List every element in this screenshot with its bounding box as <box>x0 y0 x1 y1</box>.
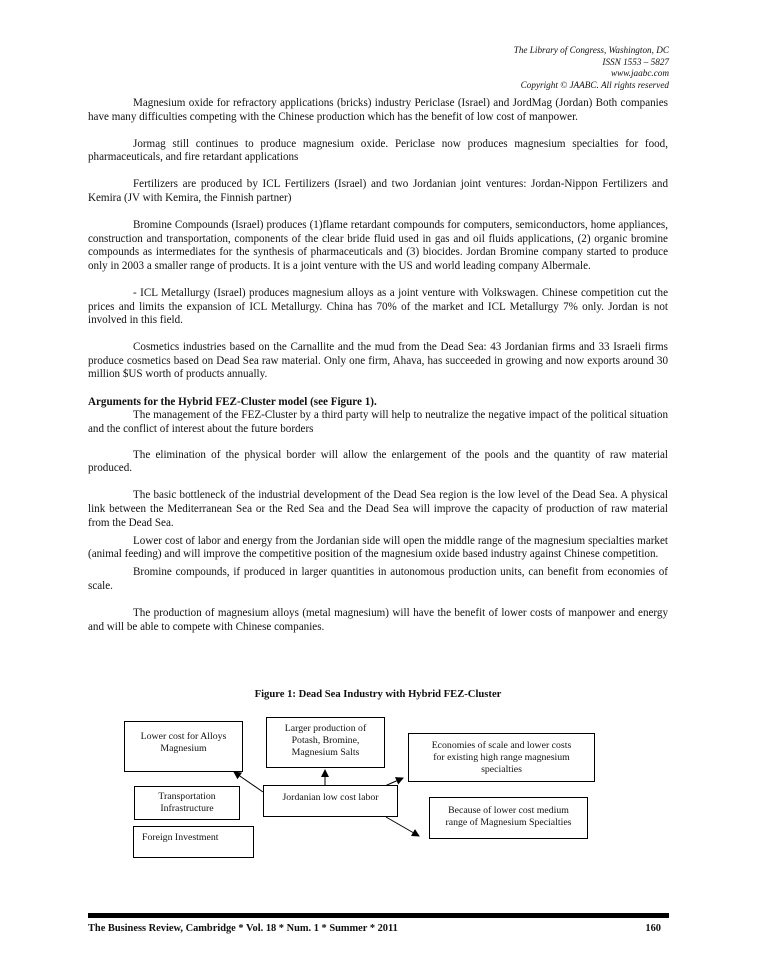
box-transportation-infrastructure <box>134 786 240 820</box>
paragraph-icl-metallurgy: - ICL Metallurgy (Israel) produces magnesium alloys as a joint venture with Volkswagen. Chinese competition cut the prices and limits the expansion of ICL Metallurgy. China has 70% of the market and ICL Metallurgy 7% only. Jordan is not involved in this field. <box>88 286 668 327</box>
box-alloys-line-1: Lower cost for Alloys <box>140 731 227 742</box>
paragraph-jormag: Jormag still continues to produce magnesium oxide. Periclase now produces magnesium specialties for food, pharmaceuticals, and fire retardant applications <box>88 137 668 164</box>
footer-rule <box>88 913 669 918</box>
box-foreign-investment <box>133 826 254 858</box>
box-economies-of-scale <box>408 733 595 782</box>
box-larger-production <box>266 717 385 768</box>
header-copyright-line: Copyright © JAABC. All rights reserved <box>520 79 669 90</box>
paragraph-bottleneck: The basic bottleneck of the industrial development of the Dead Sea region is the low level of the Dead Sea. A physical link between the Mediterranean Sea or the Red Sea and the Dead Sea will improve the capacity of production of raw material from the Dead Sea. <box>88 489 668 529</box>
box-transport-line-1: Transportation <box>158 791 216 802</box>
paragraph-magnesium-oxide: Magnesium oxide for refractory applications (bricks) industry Periclase (Israel) and JordMag (Jordan) Both companies have many difficulties competing with the Chinese production which has the benefit of low cost of manpower. <box>88 97 668 123</box>
box-jordanian-labor <box>263 785 398 817</box>
paragraph-cosmetics: Cosmetics industries based on the Carnallite and the mud from the Dead Sea: 43 Jordanian firms and 33 Israeli firms produce cosmetics based on Dead Sea raw material. Only one firm, Ahava, has succeeded in growing and now exports around 30 million $US worth of products annually. <box>88 341 668 381</box>
paragraph-magnesium-alloys: The production of magnesium alloys (metal magnesium) will have the benefit of lower costs of manpower and energy and will be able to compete with Chinese companies. <box>88 607 668 633</box>
box-economies-line-3: specialties <box>481 764 522 776</box>
paragraph-management: The management of the FEZ-Cluster by a third party will help to neutralize the negative impact of the political situation and the conflict of interest about the future borders <box>88 409 668 435</box>
paragraph-border-elimination: The elimination of the physical border will allow the enlargement of the pools and the quantity of raw material produced. <box>88 448 668 475</box>
box-medium-line-2: range of Magnesium Specialties <box>445 817 572 829</box>
page-number: 160 <box>645 923 661 934</box>
box-medium-range <box>429 797 588 839</box>
paragraph-labor-cost: Lower cost of labor and energy from the Jordanian side will open the middle range of the magnesium specialties market (animal feeding) and will improve the competitive position of the magnesium oxide based industry against Chinese competition. <box>88 534 668 561</box>
section-heading: Arguments for the Hybrid FEZ-Cluster model (see Figure 1). <box>88 395 377 408</box>
box-economies-line-2: for existing high range magnesium <box>433 752 570 764</box>
arrow-to-medium <box>386 817 419 836</box>
paragraph-bromine-compounds: Bromine Compounds (Israel) produces (1)flame retardant compounds for computers, semiconductors, home appliances, construction and transportation, components of the clear bride fluid used in gas and oil fluids applications, (2) organic bromine compounds as intermediates for the synthesis of pharmaceuticals and (3) biocides. Jordan Bromine company started to produce only in 2003 a smaller range of products. It is a joint venture with the US and world leading company Albermale. <box>88 219 668 272</box>
box-transport-line-2: Infrastructure <box>160 803 214 815</box>
box-foreign-text: Foreign Investment <box>142 832 219 843</box>
figure-caption: Figure 1: Dead Sea Industry with Hybrid FEZ-Cluster <box>254 689 502 700</box>
header-issn-line: ISSN 1553 – 5827 <box>602 56 669 67</box>
box-labor-text: Jordanian low cost labor <box>282 792 379 803</box>
box-production-line-1: Larger production of <box>284 723 367 734</box>
page-header <box>514 45 669 91</box>
paragraph-fertilizers: Fertilizers are produced by ICL Fertilizers (Israel) and two Jordanian joint ventures: Jordan-Nippon Fertilizers and Kemira (JV with Kemira, the Finnish partner) <box>88 178 668 204</box>
box-economies-line-1: Economies of scale and lower costs <box>431 740 572 751</box>
box-medium-line-1: Because of lower cost medium <box>448 805 569 816</box>
box-alloys-line-2: Magnesium <box>160 743 207 755</box>
header-library-line: The Library of Congress, Washington, DC <box>513 45 669 55</box>
footer-journal: The Business Review, Cambridge * Vol. 18 * Num. 1 * Summer * 2011 <box>88 923 398 934</box>
box-lower-cost-alloys <box>124 721 243 772</box>
header-website-line: www.jaabc.com <box>610 68 669 78</box>
article-body <box>88 97 668 648</box>
paragraph-bromine-scale: Bromine compounds, if produced in larger quantities in autonomous production units, can benefit from economies of scale. <box>88 566 668 593</box>
box-production-line-2: Potash, Bromine, <box>291 735 360 747</box>
box-production-line-3: Magnesium Salts <box>291 747 360 759</box>
